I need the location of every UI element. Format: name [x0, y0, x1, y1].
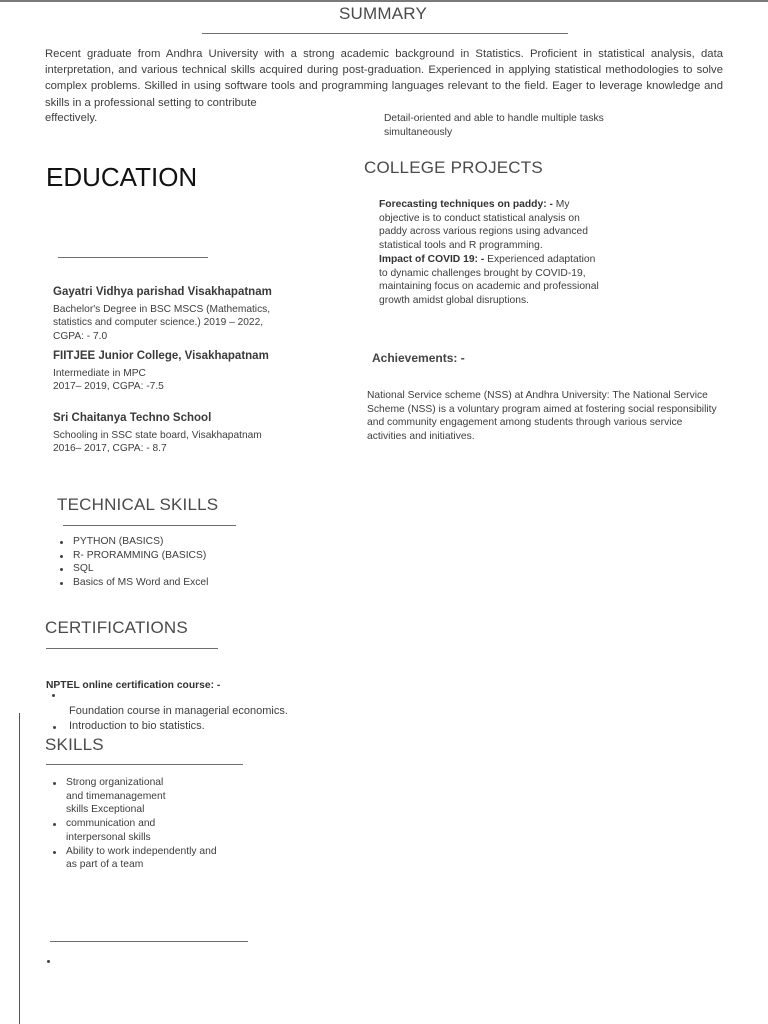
education-school: Gayatri Vidhya parishad Visakhapatnam: [53, 286, 272, 298]
skills-heading: SKILLS: [45, 735, 104, 754]
project-text: Experienced adaptation to dynamic challenges brought by COVID-19, maintaining focus on academic and professional growth amidst global disruptions.: [379, 253, 599, 306]
bullet-dot: [53, 726, 56, 729]
education-entry: [53, 286, 303, 343]
technical-skills-heading: TECHNICAL SKILLS: [57, 495, 219, 514]
skills-list: [48, 776, 228, 872]
education-heading: EDUCATION: [46, 162, 198, 192]
achievements-text: National Service scheme (NSS) at Andhra University: The National Service Scheme (NSS) is a voluntary program aimed at fostering social responsibility and community engagement among students through various service activities and initiatives.: [367, 390, 717, 443]
bullet-dot: [47, 960, 50, 963]
project-label: Forecasting techniques on paddy: -: [379, 199, 553, 210]
certifications-divider: [46, 648, 218, 649]
education-school: FIITJEE Junior College, Visakhapatnam: [53, 350, 269, 362]
list-item: Strong organizational and timemanagement skills Exceptional: [48, 776, 166, 817]
education-school: Sri Chaitanya Techno School: [53, 412, 212, 424]
achievements-heading: Achievements: -: [372, 351, 465, 365]
skills-divider: [46, 764, 243, 765]
summary-divider: [202, 33, 568, 34]
summary-heading: SUMMARY: [339, 4, 427, 23]
top-border-line: [0, 0, 768, 2]
summary-text-tail: effectively.: [45, 112, 98, 124]
list-item: Basics of MS Word and Excel: [55, 576, 208, 590]
technical-skills-divider: [63, 525, 236, 526]
left-margin-line: [19, 713, 20, 1024]
project-item: [379, 198, 601, 253]
bullet-dot: [52, 694, 55, 697]
list-item: [51, 719, 288, 734]
list-item: communication and interpersonal skills: [48, 817, 166, 844]
list-item: R- PRORAMMING (BASICS): [55, 549, 208, 563]
list-item-text: Introduction to bio statistics.: [69, 720, 205, 733]
project-text: My objective is to conduct statistical analysis on paddy across various regions using advanced statistical tools and R programming.: [379, 199, 588, 252]
project-item: [379, 253, 601, 308]
bottom-divider: [50, 941, 248, 942]
certifications-subtitle: NPTEL online certification course: -: [46, 680, 221, 691]
projects-heading: COLLEGE PROJECTS: [364, 158, 543, 177]
summary-detail-text: Detail-oriented and able to handle multiple tasks simultaneously: [384, 113, 604, 138]
education-entry: [53, 412, 303, 456]
technical-skills-list: [55, 535, 208, 590]
list-item: Ability to work independently and as part of a team: [48, 845, 226, 872]
education-detail: Bachelor's Degree in BSC MSCS (Mathematics, statistics and computer science.) 2019 – 2022, CGPA: - 7.0: [53, 303, 271, 342]
project-label: Impact of COVID 19: -: [379, 253, 485, 265]
list-item: Foundation course in managerial economics.: [69, 705, 288, 717]
education-dates: 2017– 2019, CGPA: -7.5: [53, 381, 164, 393]
certifications-heading: CERTIFICATIONS: [45, 618, 188, 637]
education-dates: 2016– 2017, CGPA: - 8.7: [53, 443, 167, 455]
projects-list: [379, 198, 601, 308]
list-item: PYTHON (BASICS): [55, 535, 208, 549]
summary-text: Recent graduate from Andhra University with a strong academic background in Statistics. Proficient in statistical analysis, data interpretation, and various technical skills acquired during post-graduation. Experienced in applying statistical methodologies to solve complex problems. Skilled in using software tools and programming languages relevant to the field. Eager to leverage knowledge and skills in a professional setting to contribute: [45, 48, 723, 109]
list-item: SQL: [55, 562, 208, 576]
education-entry: [53, 350, 303, 394]
education-divider: [58, 257, 208, 258]
education-detail: Intermediate in MPC: [53, 367, 146, 379]
education-detail: Schooling in SSC state board, Visakhapatnam: [53, 429, 262, 441]
certifications-list: [51, 704, 288, 735]
